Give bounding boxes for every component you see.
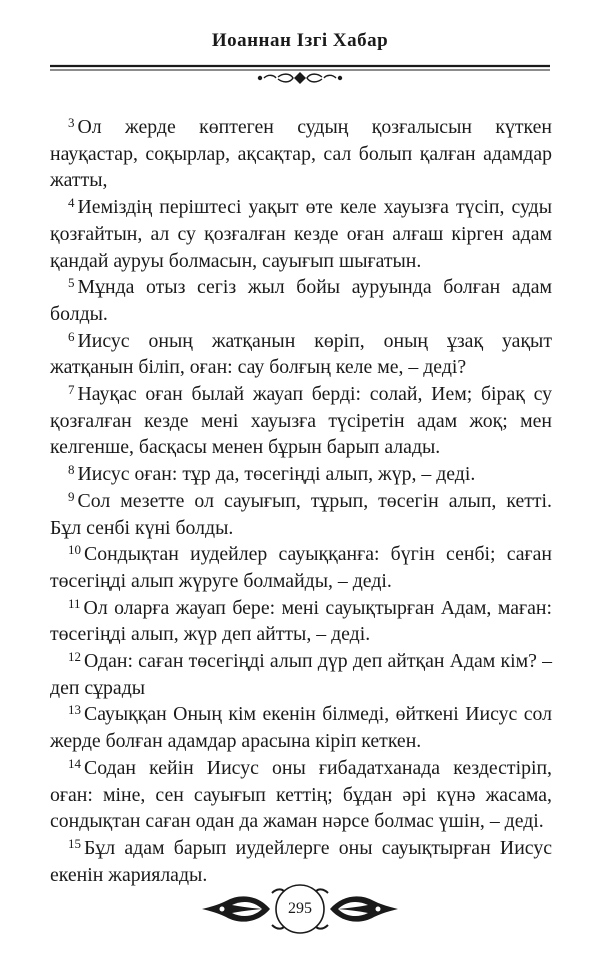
verse-number: 14 (68, 755, 81, 771)
verse-number: 10 (68, 542, 81, 558)
verse-15 (50, 835, 552, 888)
verse-text: Сондықтан иудейлер сауыққанға: бүгін сенбі; саған төсегіңді алып жүруге болмайды, – деді. (50, 543, 552, 592)
verse-7 (50, 381, 552, 461)
page-number: 295 (288, 900, 312, 917)
verse-number: 4 (68, 195, 75, 211)
verse-list (50, 114, 552, 888)
verse-text: Содан кейін Иисус оны ғибадатханада кездестіріп, оған: міне, сен сауығып кеттің; бұдан әрі күнә жасама, сондықтан саған одан да жаман нәрсе болмас үшін, – деді. (50, 756, 552, 833)
verse-number: 13 (68, 702, 81, 718)
verse-4 (50, 194, 552, 274)
verse-text: Сол мезетте ол сауығып, тұрып, төсегін алып, кетті. Бұл сенбі күні болды. (50, 489, 552, 539)
verse-text: Сауыққан Оның кім екенін білмеді, өйткені Иисус сол жерде болған адамдар арасына кіріп кеткен. (50, 703, 552, 753)
verse-8 (50, 461, 552, 488)
verse-text: Иеміздің періштесі уақыт өте келе хауызға түсіп, суды қозғайтын, ал су қозғалған кезде оған алғаш кірген адам қандай ауруы болмасын, сауығып шығатын. (50, 196, 552, 272)
verse-10 (50, 541, 552, 594)
verse-5 (50, 274, 552, 327)
verse-number: 11 (68, 595, 81, 611)
verse-text: Одан: саған төсегіңді алып дүр деп айтқан Адам кім? – деп сұрады (50, 650, 552, 699)
verse-11 (50, 595, 552, 648)
verse-text: Бұл адам барып иудейлерге оны сауықтырған Иисус екенін жариялады. (50, 836, 552, 886)
verse-12 (50, 648, 552, 701)
verse-number: 8 (68, 462, 75, 478)
verse-9 (50, 488, 552, 541)
verse-number: 15 (68, 835, 81, 851)
header-flourish-icon (50, 64, 550, 88)
verse-number: 7 (68, 382, 75, 398)
verse-number: 5 (68, 275, 75, 291)
verse-text: Иисус оған: тұр да, төсегіңді алып, жүр, – деді. (77, 463, 476, 486)
verse-3 (50, 114, 552, 194)
verse-number: 9 (68, 488, 75, 504)
verse-6 (50, 328, 552, 381)
verse-number: 3 (68, 115, 75, 130)
verse-text: Мұнда отыз сегіз жыл бойы ауруында болған адам болды. (50, 276, 552, 325)
verse-text: Науқас оған былай жауап берді: солай, Ием; бірақ су қозғалған кезде мені хауызға түсіретін адам жоқ; мен келгенше, басқасы менен бұрын барып алады. (50, 383, 552, 459)
verse-number: 12 (68, 649, 81, 665)
running-title: Иоаннан Ізгі Хабар (211, 30, 389, 51)
verse-text: Иисус оның жатқанын көріп, оның ұзақ уақыт жатқанын біліп, оған: сау болғың келе ме, – деді? (50, 329, 552, 379)
verse-text: Ол оларға жауап бере: мені сауықтырған Адам, маған: төсегіңді алып, жүр деп айтты, – деді. (50, 596, 552, 646)
verse-text: Ол жерде көптеген судың қозғалысын күткен науқастар, соқырлар, ақсақтар, сал болып қалған адамдар жатты, (50, 116, 552, 192)
verse-14 (50, 755, 552, 835)
verse-13 (50, 701, 552, 754)
verse-number: 6 (68, 328, 75, 344)
